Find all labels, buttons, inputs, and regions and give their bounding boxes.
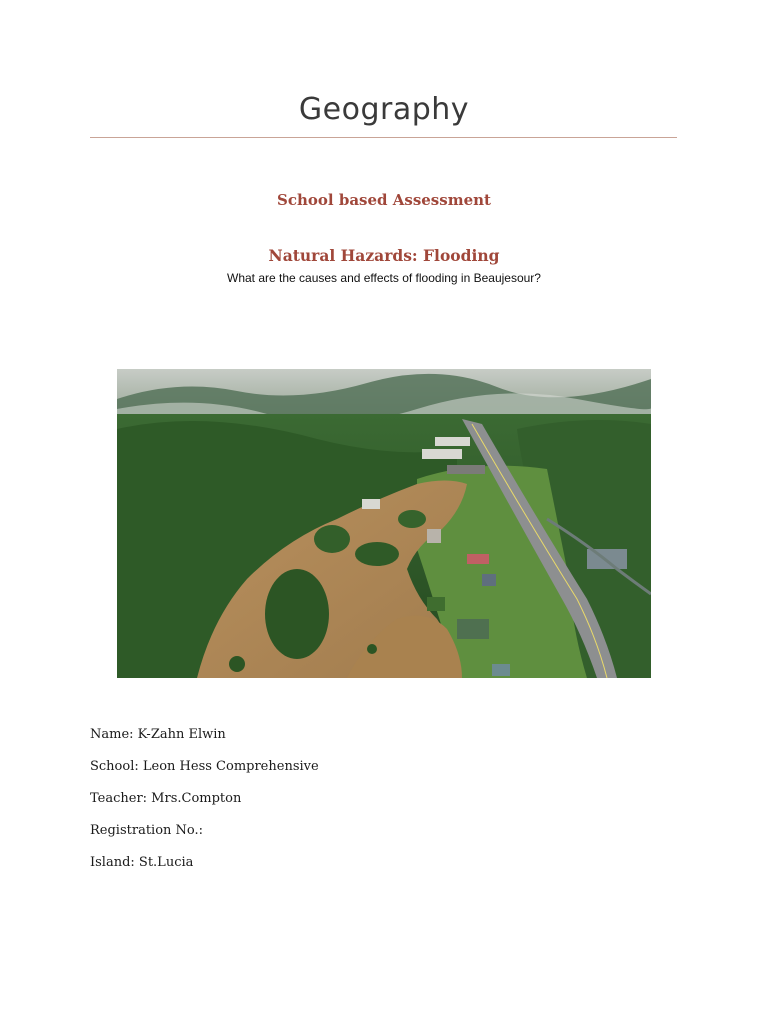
registration-number: Registration No.: [90,823,204,838]
student-name: Name: K-Zahn Elwin [90,727,226,742]
document-title: Geography [298,92,470,127]
assessment-heading: School based Assessment [277,191,491,209]
student-island: Island: St.Lucia [90,855,194,870]
flood-aerial-photo [117,369,651,678]
tree-island [367,644,377,654]
tree-island [314,525,350,553]
tree-island [265,569,329,659]
crop-rows [427,597,445,611]
tree-island [355,542,399,566]
student-school: School: Leon Hess Comprehensive [90,759,319,774]
topic-heading: Natural Hazards: Flooding [268,246,500,265]
student-teacher: Teacher: Mrs.Compton [90,791,242,806]
tree-island [398,510,426,528]
tree-island [229,656,245,672]
title-divider [90,137,677,138]
research-question: What are the causes and effects of flooding in Beaujesour? [227,271,541,285]
